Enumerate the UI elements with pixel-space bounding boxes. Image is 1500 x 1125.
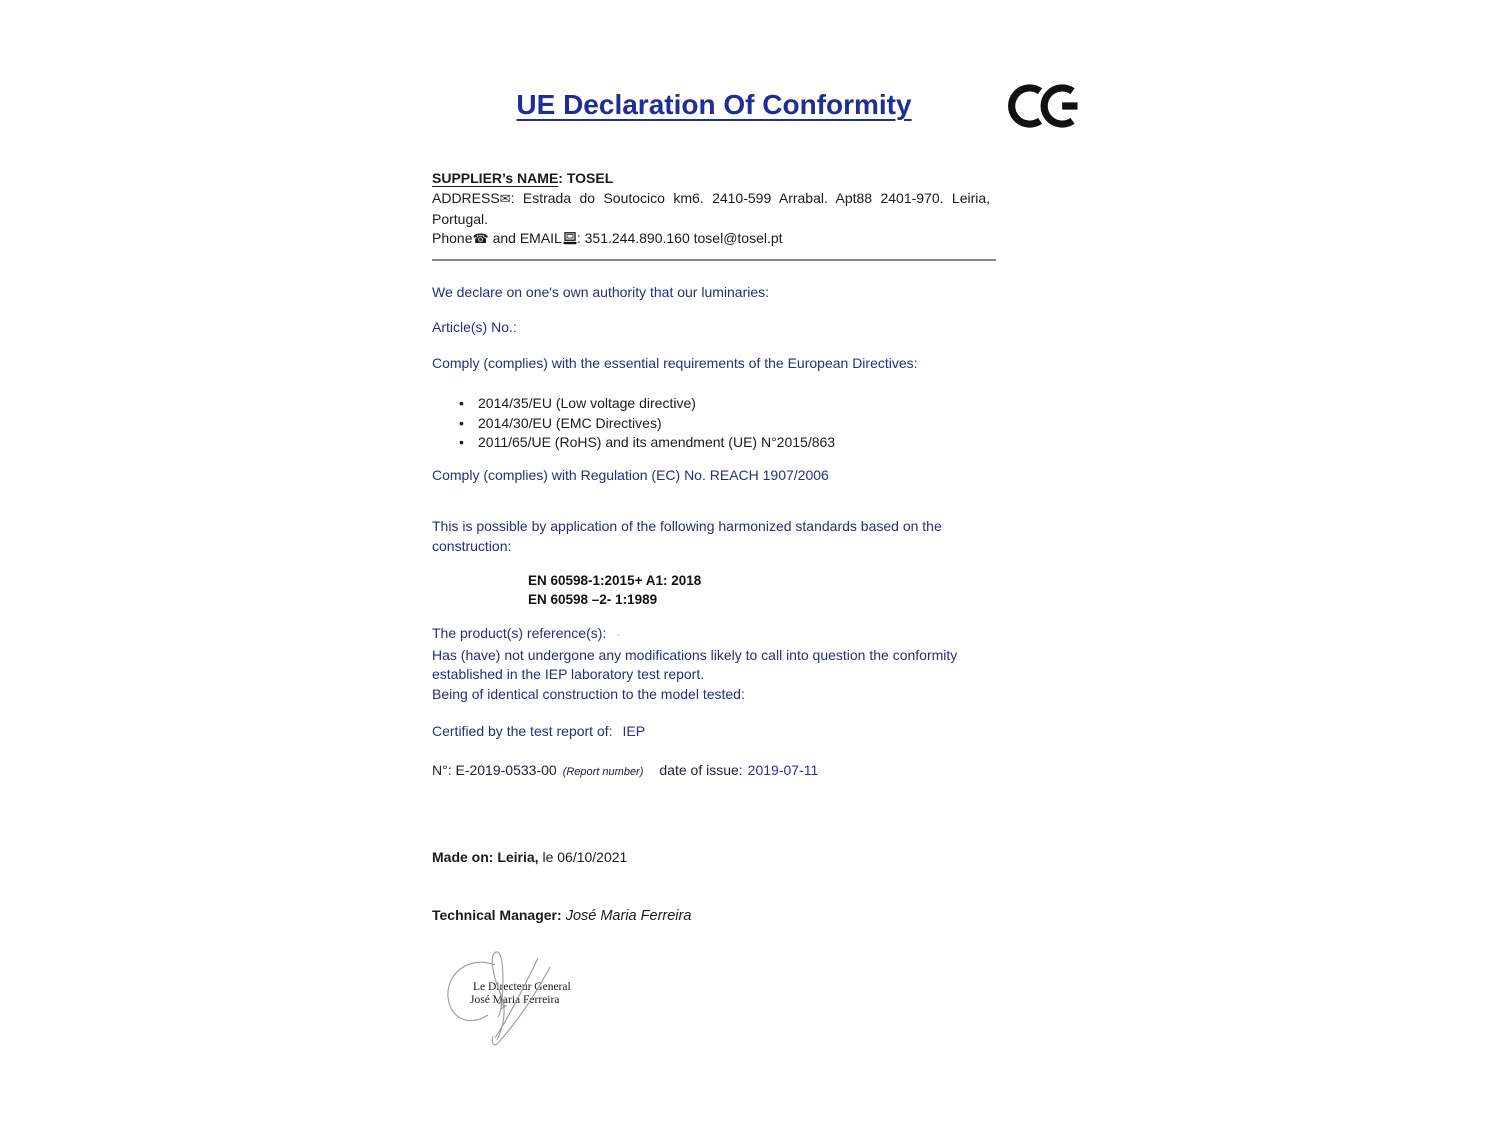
signature-scribble-icon xyxy=(440,945,580,1055)
certified-value: IEP xyxy=(622,723,646,739)
stray-mark: · xyxy=(616,629,620,641)
harmonized-standards-intro xyxy=(432,517,996,556)
section-divider xyxy=(432,259,996,261)
product-reference-line xyxy=(432,624,996,646)
computer-icon xyxy=(563,232,577,245)
report-number-note: (Report number) xyxy=(562,766,644,778)
date-of-issue-label: date of issue: xyxy=(659,762,743,778)
directive-text: 2011/65/UE (RoHS) and its amendment (UE) N°2015/863 xyxy=(478,434,836,450)
articles-no-line: Article(s) No.: xyxy=(432,319,517,335)
signature-block xyxy=(440,945,580,1055)
address-line-2: Portugal. xyxy=(432,210,489,227)
address-label: ADDRESS xyxy=(432,190,500,206)
standard-item: EN 60598-1:2015+ A1: 2018 xyxy=(528,573,702,588)
envelope-icon: ✉ xyxy=(499,192,511,207)
bullet-icon: • xyxy=(459,414,464,431)
certified-line xyxy=(432,722,996,742)
supplier-address xyxy=(432,189,996,229)
email-label: and EMAIL xyxy=(488,230,562,246)
report-line xyxy=(432,761,996,783)
standards-list xyxy=(528,572,701,609)
harmonized-line-1: This is possible by application of the following harmonized standards based on the xyxy=(432,518,942,534)
directives-list xyxy=(432,394,996,453)
technical-manager-label: Technical Manager: xyxy=(432,907,562,923)
made-on-value: le 06/10/2021 xyxy=(538,849,628,865)
directive-item xyxy=(432,414,996,434)
product-reference-text: The product(s) reference(s): xyxy=(432,625,607,641)
product-reference-block xyxy=(432,624,996,704)
ce-mark-icon xyxy=(1008,83,1082,129)
phone-icon: ☎ xyxy=(472,232,489,247)
phone-label: Phone xyxy=(432,230,473,246)
address-text: : Estrada do Soutocico km6. 2410-599 Arrabal. Apt88 2401-970. Leiria, xyxy=(510,190,991,206)
signature-title: Le Directeur General xyxy=(473,981,571,993)
supplier-name-line xyxy=(432,169,996,189)
comply-reach-line: Comply (complies) with Regulation (EC) No. REACH 1907/2006 xyxy=(432,467,829,483)
declaration-line: We declare on one's own authority that our luminaries: xyxy=(432,284,770,300)
report-number: N°: E-2019-0533-00 xyxy=(432,762,557,778)
supplier-name-label: SUPPLIER’s NAME xyxy=(432,170,559,186)
modifications-line-1: Has (have) not undergone any modifications likely to call into question the conformity xyxy=(432,646,958,663)
directive-item xyxy=(432,433,996,453)
directive-text: 2014/35/EU (Low voltage directive) xyxy=(478,395,696,411)
directive-text: 2014/30/EU (EMC Directives) xyxy=(478,414,662,431)
technical-manager-name: José Maria Ferreira xyxy=(561,908,692,924)
certified-label: Certified by the test report of: xyxy=(432,723,613,739)
signature-name: José Maria Ferreira xyxy=(470,994,560,1006)
modifications-line-2: established in the IEP laboratory test report. xyxy=(432,666,705,682)
bullet-icon: • xyxy=(459,395,464,411)
technical-manager-line xyxy=(432,906,996,927)
address-line-1 xyxy=(432,189,996,210)
supplier-name-value: : TOSEL xyxy=(558,170,614,186)
identical-construction-line: Being of identical construction to the model tested: xyxy=(432,685,745,702)
supplier-contact-line xyxy=(432,229,996,250)
date-of-issue-value: 2019-07-11 xyxy=(747,762,819,778)
made-on-line xyxy=(432,848,996,868)
directive-item xyxy=(432,394,996,414)
comply-directives-line: Comply (complies) with the essential requirements of the European Directives: xyxy=(432,355,918,371)
bullet-icon: • xyxy=(459,434,464,450)
contact-value: : 351.244.890.160 tosel@tosel.pt xyxy=(576,230,783,246)
harmonized-line-2: construction: xyxy=(432,537,512,554)
standard-item: EN 60598 –2- 1:1989 xyxy=(528,591,658,607)
page-title: UE Declaration Of Conformity xyxy=(516,89,912,120)
made-on-label: Made on: Leiria, xyxy=(432,849,539,865)
